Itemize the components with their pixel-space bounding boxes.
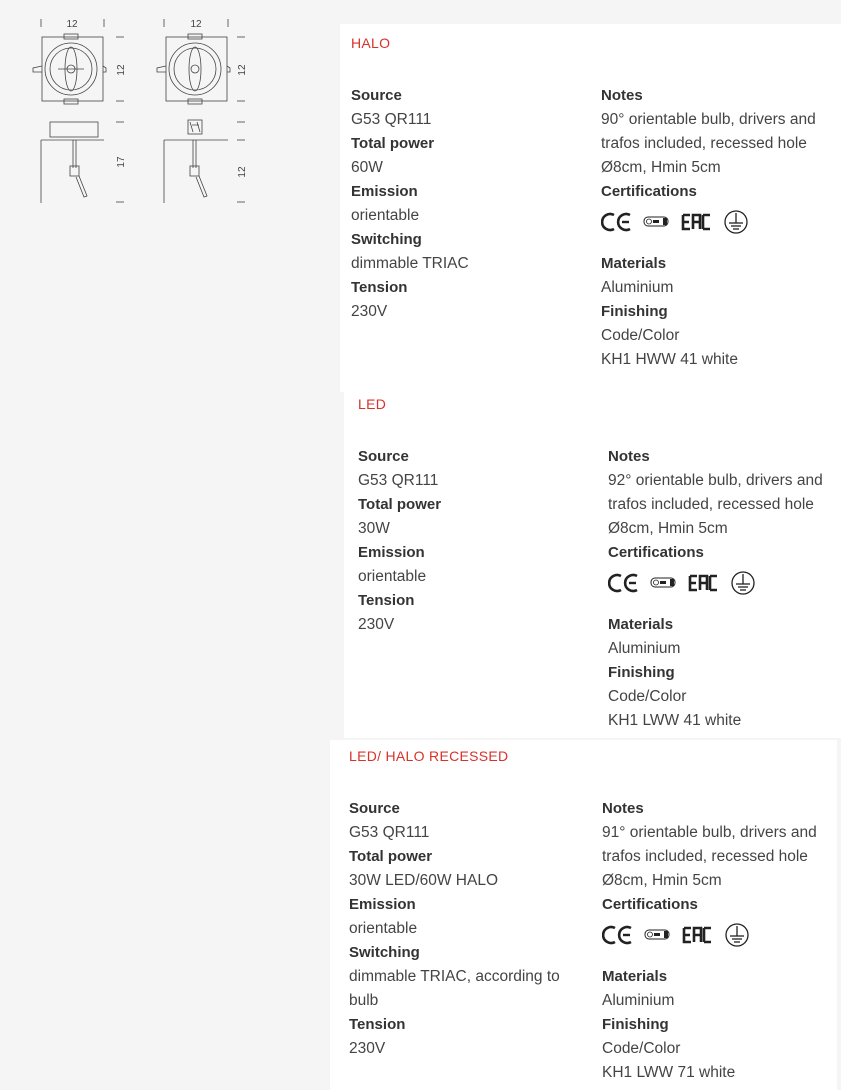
spec-value-switching: dimmable TRIAC, according to bulb	[349, 968, 560, 1009]
spec-value-total-power: 30W	[358, 520, 390, 537]
class-one-icon	[642, 925, 678, 945]
notes-text: 90° orientable bulb, drivers and trafos included, recessed hole Ø8cm, Hmin 5cm	[601, 111, 816, 176]
eac-mark-icon	[681, 212, 713, 232]
section-title: LED/ HALO RECESSED	[349, 748, 509, 764]
finishing-label: Finishing	[601, 303, 668, 320]
finishing-label: Finishing	[608, 664, 675, 681]
finishing-header: Code/Color	[608, 688, 687, 705]
spec-value-tension: 230V	[358, 616, 395, 633]
class-one-icon	[648, 573, 684, 593]
ce-mark-icon	[608, 573, 642, 593]
certifications-label: Certifications	[601, 183, 697, 200]
spec-value-total-power: 60W	[351, 159, 383, 176]
certifications-row	[601, 204, 816, 240]
earth-ground-icon	[722, 922, 752, 948]
notes-label: Notes	[608, 448, 650, 465]
spec-label-emission: Emission	[349, 896, 416, 913]
materials-value: Aluminium	[608, 640, 681, 657]
notes-label: Notes	[601, 87, 643, 104]
class-one-icon	[641, 212, 677, 232]
finishing-value: KH1 LWW 71 white	[602, 1064, 736, 1081]
spec-value-source: G53 QR111	[349, 824, 430, 841]
finishing-label: Finishing	[602, 1016, 669, 1033]
spec-value-emission: orientable	[358, 568, 427, 585]
spec-label-tension: Tension	[358, 592, 415, 609]
spec-column	[358, 445, 588, 637]
finishing-value: KH1 HWW 41 white	[601, 351, 738, 368]
spec-label-total-power: Total power	[358, 496, 442, 513]
eac-mark-icon	[688, 573, 720, 593]
spec-value-tension: 230V	[349, 1040, 386, 1057]
notes-text: 91° orientable bulb, drivers and trafos included, recessed hole Ø8cm, Hmin 5cm	[602, 824, 817, 889]
spec-value-emission: orientable	[349, 920, 418, 937]
spec-label-switching: Switching	[351, 231, 422, 248]
finishing-header: Code/Color	[602, 1040, 681, 1057]
eac-mark-icon	[682, 925, 714, 945]
materials-label: Materials	[601, 255, 667, 272]
spec-label-tension: Tension	[349, 1016, 406, 1033]
ce-mark-icon	[602, 925, 636, 945]
spec-column	[351, 84, 581, 324]
spec-value-total-power: 30W LED/60W HALO	[349, 872, 499, 889]
spec-label-source: Source	[349, 800, 400, 817]
spec-label-tension: Tension	[351, 279, 408, 296]
spec-value-tension: 230V	[351, 303, 388, 320]
dim-top-width-left: 12	[66, 19, 78, 30]
ce-mark-icon	[601, 212, 635, 232]
spec-label-emission: Emission	[358, 544, 425, 561]
spec-value-source: G53 QR111	[351, 111, 432, 128]
certifications-row	[602, 917, 827, 953]
spec-label-switching: Switching	[349, 944, 420, 961]
finishing-value: KH1 LWW 41 white	[608, 712, 742, 729]
earth-ground-icon	[721, 209, 751, 235]
spec-value-source: G53 QR111	[358, 472, 439, 489]
dim-depth-left: 17	[116, 156, 127, 168]
info-column	[602, 797, 827, 1085]
notes-label: Notes	[602, 800, 644, 817]
notes-text: 92° orientable bulb, drivers and trafos included, recessed hole Ø8cm, Hmin 5cm	[608, 472, 823, 537]
spec-label-total-power: Total power	[349, 848, 433, 865]
spec-value-switching: dimmable TRIAC	[351, 255, 469, 272]
section-title: LED	[358, 396, 387, 412]
spec-column	[349, 797, 574, 1061]
info-column	[608, 445, 833, 733]
spec-value-emission: orientable	[351, 207, 420, 224]
certifications-row	[608, 565, 833, 601]
certifications-label: Certifications	[608, 544, 704, 561]
materials-value: Aluminium	[601, 279, 674, 296]
technical-drawing	[0, 0, 260, 220]
dim-top-width-right: 12	[190, 19, 202, 30]
spec-label-total-power: Total power	[351, 135, 435, 152]
dim-side-height-right: 12	[237, 64, 248, 76]
materials-value: Aluminium	[602, 992, 675, 1009]
spec-label-emission: Emission	[351, 183, 418, 200]
finishing-header: Code/Color	[601, 327, 680, 344]
info-column	[601, 84, 816, 372]
materials-label: Materials	[608, 616, 674, 633]
section-title: HALO	[351, 35, 391, 51]
materials-label: Materials	[602, 968, 668, 985]
spec-label-source: Source	[351, 87, 402, 104]
certifications-label: Certifications	[602, 896, 698, 913]
spec-label-source: Source	[358, 448, 409, 465]
dim-depth-right: 12	[237, 166, 248, 178]
earth-ground-icon	[728, 570, 758, 596]
dim-side-height-left: 12	[116, 64, 127, 76]
